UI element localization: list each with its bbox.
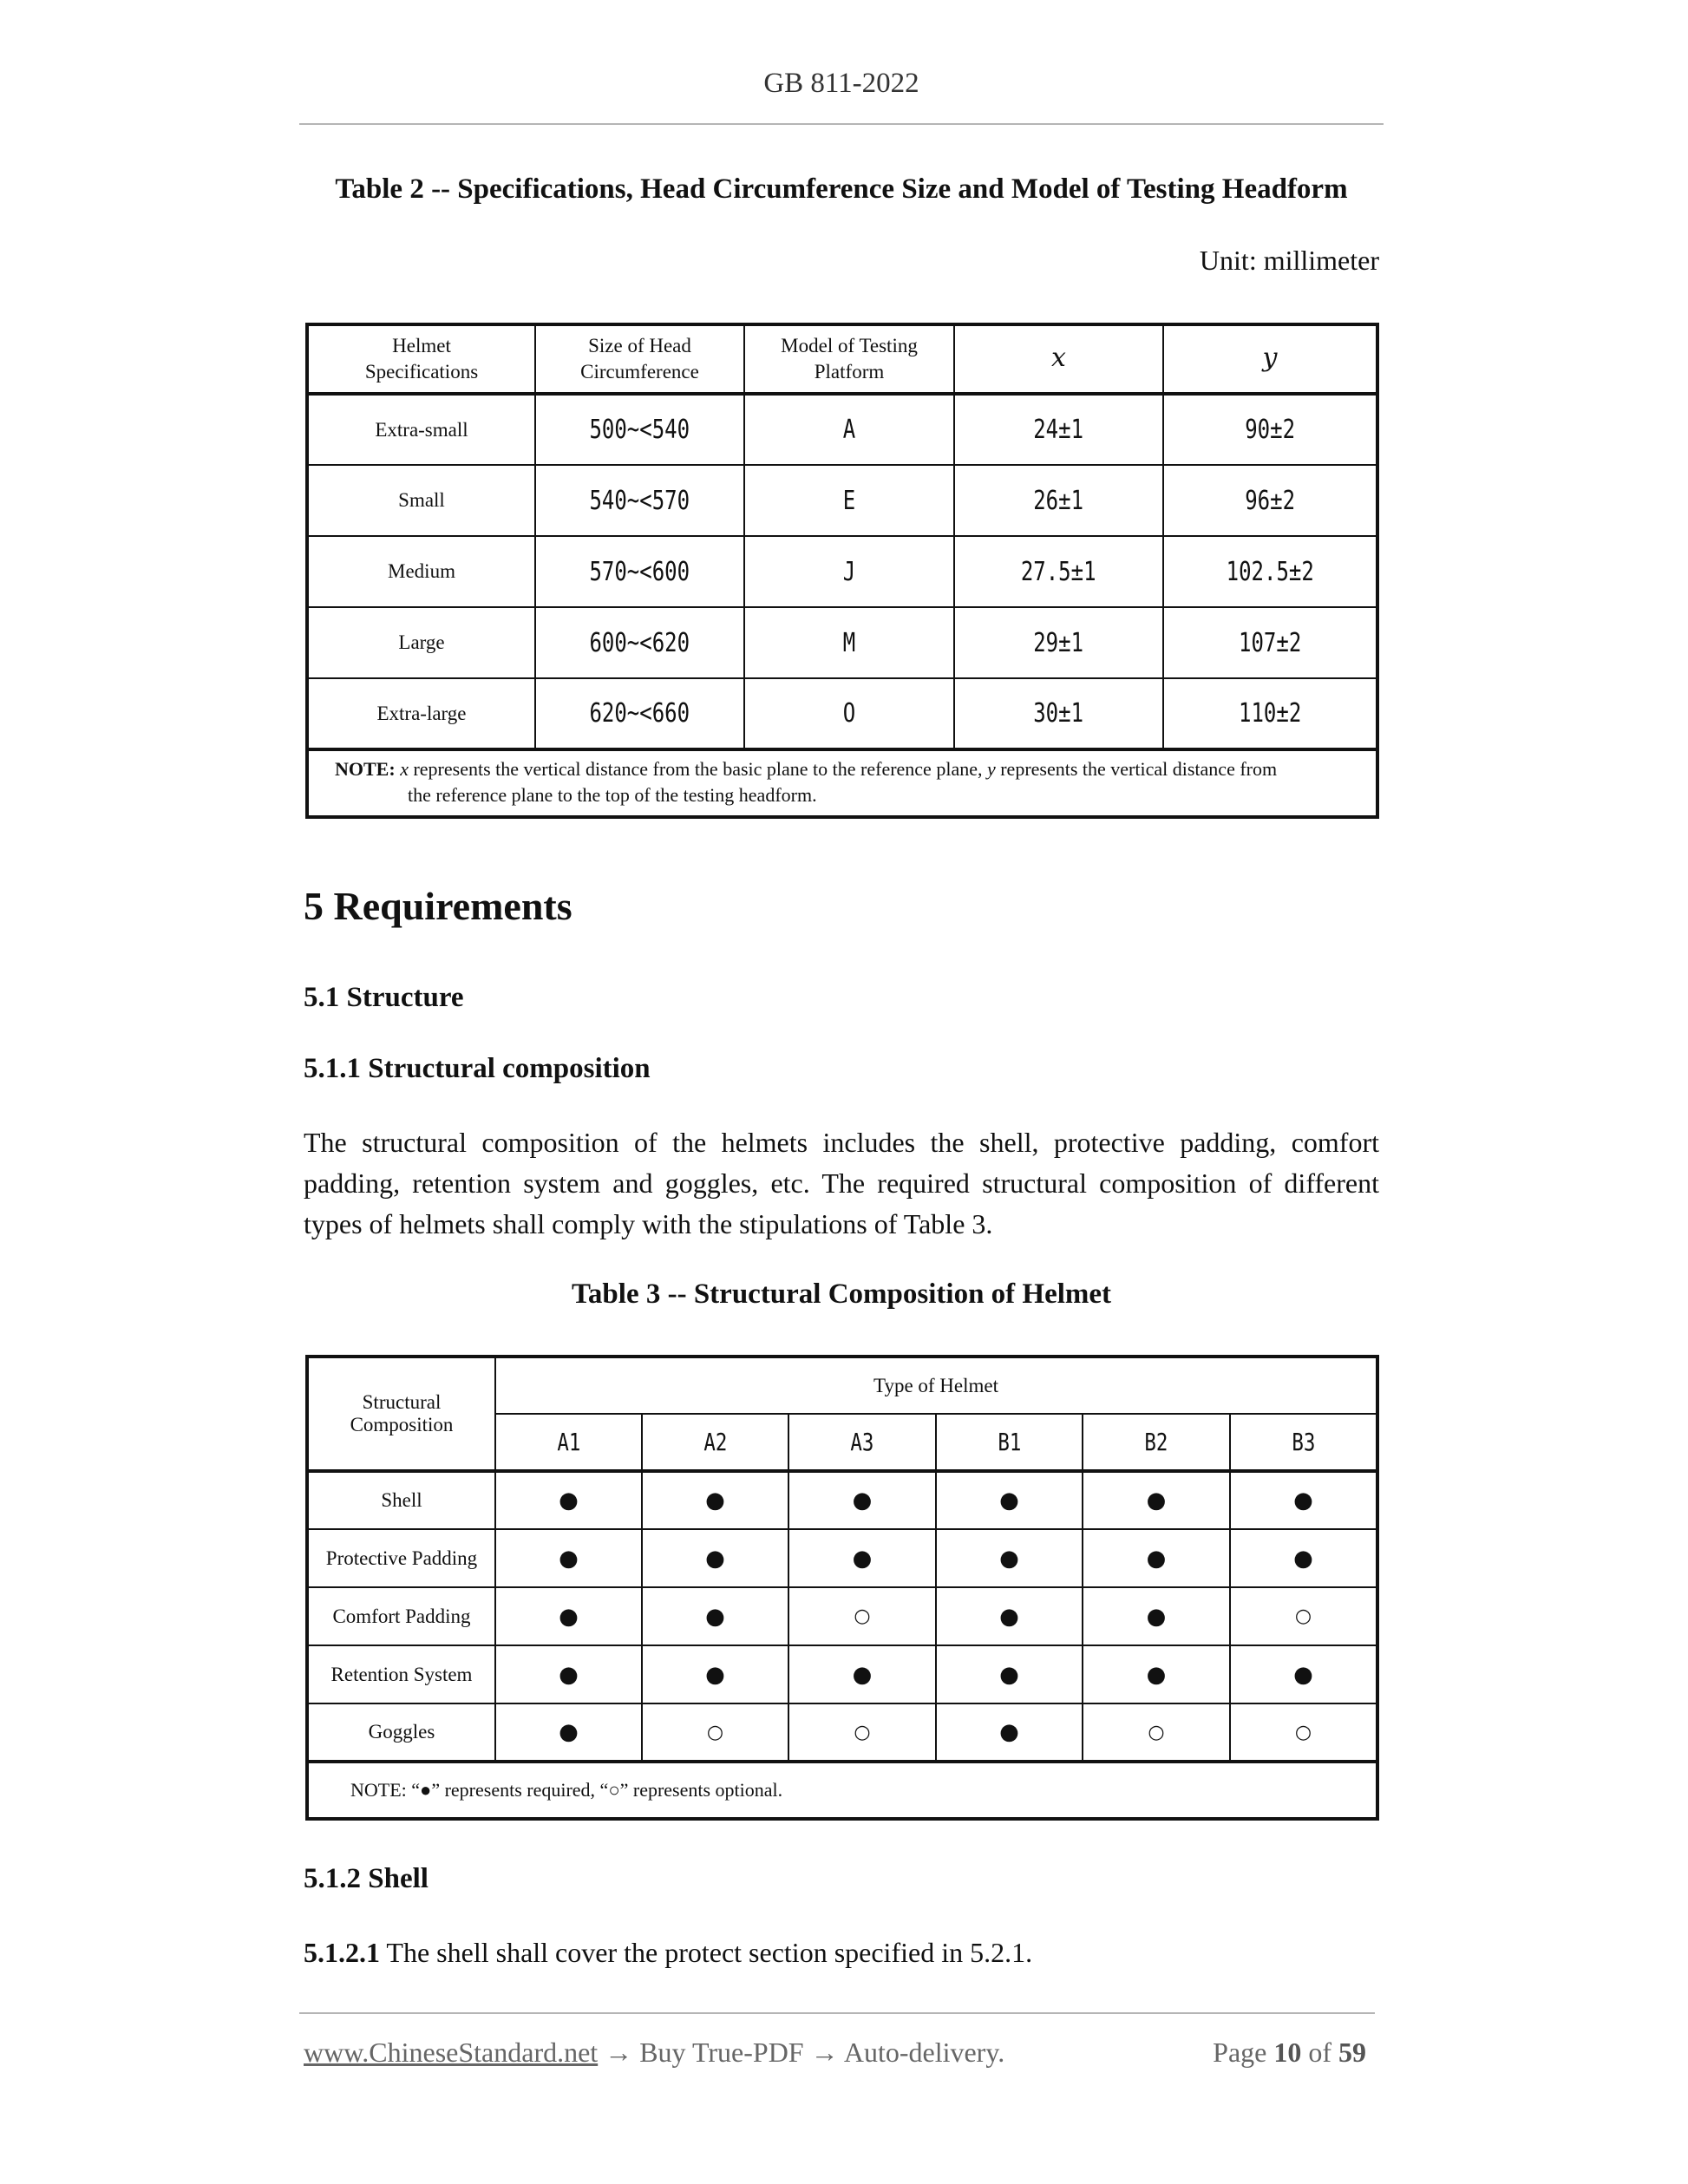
- type-of-helmet-header: Type of Helmet: [495, 1357, 1377, 1414]
- mark-cell: ●: [1083, 1471, 1230, 1529]
- page-header: [299, 68, 1384, 125]
- mark-cell: ●: [936, 1587, 1083, 1645]
- type-a1: A1: [495, 1414, 642, 1471]
- mark-cell: ●: [1230, 1529, 1377, 1587]
- table3: [305, 1355, 1379, 1821]
- table3-group-row: [307, 1357, 1377, 1414]
- y-cell: 96±2: [1163, 465, 1377, 536]
- row-header-structural-composition: Structural Composition: [307, 1357, 495, 1471]
- y-cell: 90±2: [1163, 394, 1377, 465]
- mark-cell: ●: [495, 1471, 642, 1529]
- mark-cell: ●: [936, 1471, 1083, 1529]
- table2-note: NOTE: x represents the vertical distance from the basic plane to the reference plane, y represents the vertical distance from the reference plane to the top of the testing headform.: [307, 749, 1377, 817]
- y-cell: 110±2: [1163, 678, 1377, 749]
- type-a3: A3: [788, 1414, 936, 1471]
- table-row: [307, 607, 1377, 678]
- mark-cell: ○: [1230, 1587, 1377, 1645]
- mark-cell: ●: [1230, 1645, 1377, 1703]
- table3-note-row: [307, 1762, 1377, 1819]
- section-heading-structural-composition: 5.1.1 Structural composition: [304, 1053, 651, 1084]
- mark-cell: ●: [936, 1645, 1083, 1703]
- composition-label: Goggles: [307, 1703, 495, 1762]
- type-b1: B1: [936, 1414, 1083, 1471]
- mark-cell: ●: [495, 1645, 642, 1703]
- mark-cell: ○: [788, 1703, 936, 1762]
- mark-cell: ●: [642, 1645, 788, 1703]
- model-cell: O: [744, 678, 954, 749]
- size-cell: 600~<620: [535, 607, 744, 678]
- col-helmet-spec: Helmet Specifications: [307, 324, 535, 394]
- section-heading-structure: 5.1 Structure: [304, 982, 464, 1013]
- model-cell: A: [744, 394, 954, 465]
- site-link[interactable]: www.ChineseStandard.net: [304, 2037, 599, 2068]
- x-cell: 30±1: [954, 678, 1163, 749]
- table-row: [307, 678, 1377, 749]
- composition-label: Shell: [307, 1471, 495, 1529]
- mark-cell: ●: [642, 1529, 788, 1587]
- type-b3: B3: [1230, 1414, 1377, 1471]
- spec-cell: Extra-small: [307, 394, 535, 465]
- x-cell: 29±1: [954, 607, 1163, 678]
- table2-title: Table 2 -- Specifications, Head Circumference Size and Model of Testing Headform: [335, 173, 1348, 205]
- composition-label: Protective Padding: [307, 1529, 495, 1587]
- section-heading-shell: 5.1.2 Shell: [304, 1863, 429, 1894]
- col-model: Model of Testing Platform: [744, 324, 954, 394]
- size-cell: 570~<600: [535, 536, 744, 607]
- section-heading-requirements: 5 Requirements: [304, 884, 572, 928]
- x-cell: 26±1: [954, 465, 1163, 536]
- model-cell: M: [744, 607, 954, 678]
- table3-note: NOTE: “●” represents required, “○” represents optional.: [307, 1762, 1377, 1819]
- mark-cell: ●: [788, 1645, 936, 1703]
- table-row: [307, 1587, 1377, 1645]
- mark-cell: ○: [1230, 1703, 1377, 1762]
- spec-cell: Large: [307, 607, 535, 678]
- type-a2: A2: [642, 1414, 788, 1471]
- page-number: Page 10 of 59: [1213, 2037, 1366, 2068]
- size-cell: 620~<660: [535, 678, 744, 749]
- mark-cell: ●: [788, 1529, 936, 1587]
- model-cell: E: [744, 465, 954, 536]
- table-row: [307, 536, 1377, 607]
- mark-cell: ●: [1083, 1645, 1230, 1703]
- x-cell: 24±1: [954, 394, 1163, 465]
- composition-label: Comfort Padding: [307, 1587, 495, 1645]
- size-cell: 500~<540: [535, 394, 744, 465]
- col-head-size: Size of Head Circumference: [535, 324, 744, 394]
- table-row: [307, 394, 1377, 465]
- footer-left: www.ChineseStandard.net → Buy True-PDF → Auto-delivery.: [304, 2037, 1005, 2068]
- page-footer: [299, 2012, 1375, 2068]
- table-row: [307, 1703, 1377, 1762]
- spec-cell: Medium: [307, 536, 535, 607]
- model-cell: J: [744, 536, 954, 607]
- table-row: [307, 1471, 1377, 1529]
- mark-cell: ○: [788, 1587, 936, 1645]
- mark-cell: ●: [936, 1703, 1083, 1762]
- table-row: [307, 1645, 1377, 1703]
- mark-cell: ○: [642, 1703, 788, 1762]
- structural-composition-paragraph: The structural composition of the helmets includes the shell, protective padding, comfort padding, retention system and goggles, etc. The required structural composition of different types of helmets shall comply with the stipulations of Table 3.: [304, 1127, 1379, 1239]
- mark-cell: ●: [495, 1529, 642, 1587]
- mark-cell: ●: [495, 1587, 642, 1645]
- spec-cell: Extra-large: [307, 678, 535, 749]
- mark-cell: ●: [1083, 1529, 1230, 1587]
- mark-cell: ●: [936, 1529, 1083, 1587]
- col-x: x: [954, 324, 1163, 394]
- col-y: y: [1163, 324, 1377, 394]
- table2-unit: Unit: millimeter: [1199, 245, 1379, 276]
- y-cell: 107±2: [1163, 607, 1377, 678]
- mark-cell: ○: [1083, 1703, 1230, 1762]
- mark-cell: ●: [642, 1471, 788, 1529]
- mark-cell: ●: [788, 1471, 936, 1529]
- size-cell: 540~<570: [535, 465, 744, 536]
- composition-label: Retention System: [307, 1645, 495, 1703]
- type-b2: B2: [1083, 1414, 1230, 1471]
- table2: [305, 323, 1379, 819]
- table-row: [307, 1529, 1377, 1587]
- y-cell: 102.5±2: [1163, 536, 1377, 607]
- table3-title: Table 3 -- Structural Composition of Helmet: [571, 1278, 1112, 1310]
- table2-note-row: [307, 749, 1377, 817]
- mark-cell: ●: [642, 1587, 788, 1645]
- table2-header-row: [307, 324, 1377, 394]
- table-row: [307, 465, 1377, 536]
- doc-code: GB 811-2022: [763, 68, 919, 99]
- spec-cell: Small: [307, 465, 535, 536]
- mark-cell: ●: [1083, 1587, 1230, 1645]
- clause-5-1-2-1: 5.1.2.1 The shell shall cover the protect section specified in 5.2.1.: [304, 1937, 1033, 1968]
- mark-cell: ●: [495, 1703, 642, 1762]
- x-cell: 27.5±1: [954, 536, 1163, 607]
- mark-cell: ●: [1230, 1471, 1377, 1529]
